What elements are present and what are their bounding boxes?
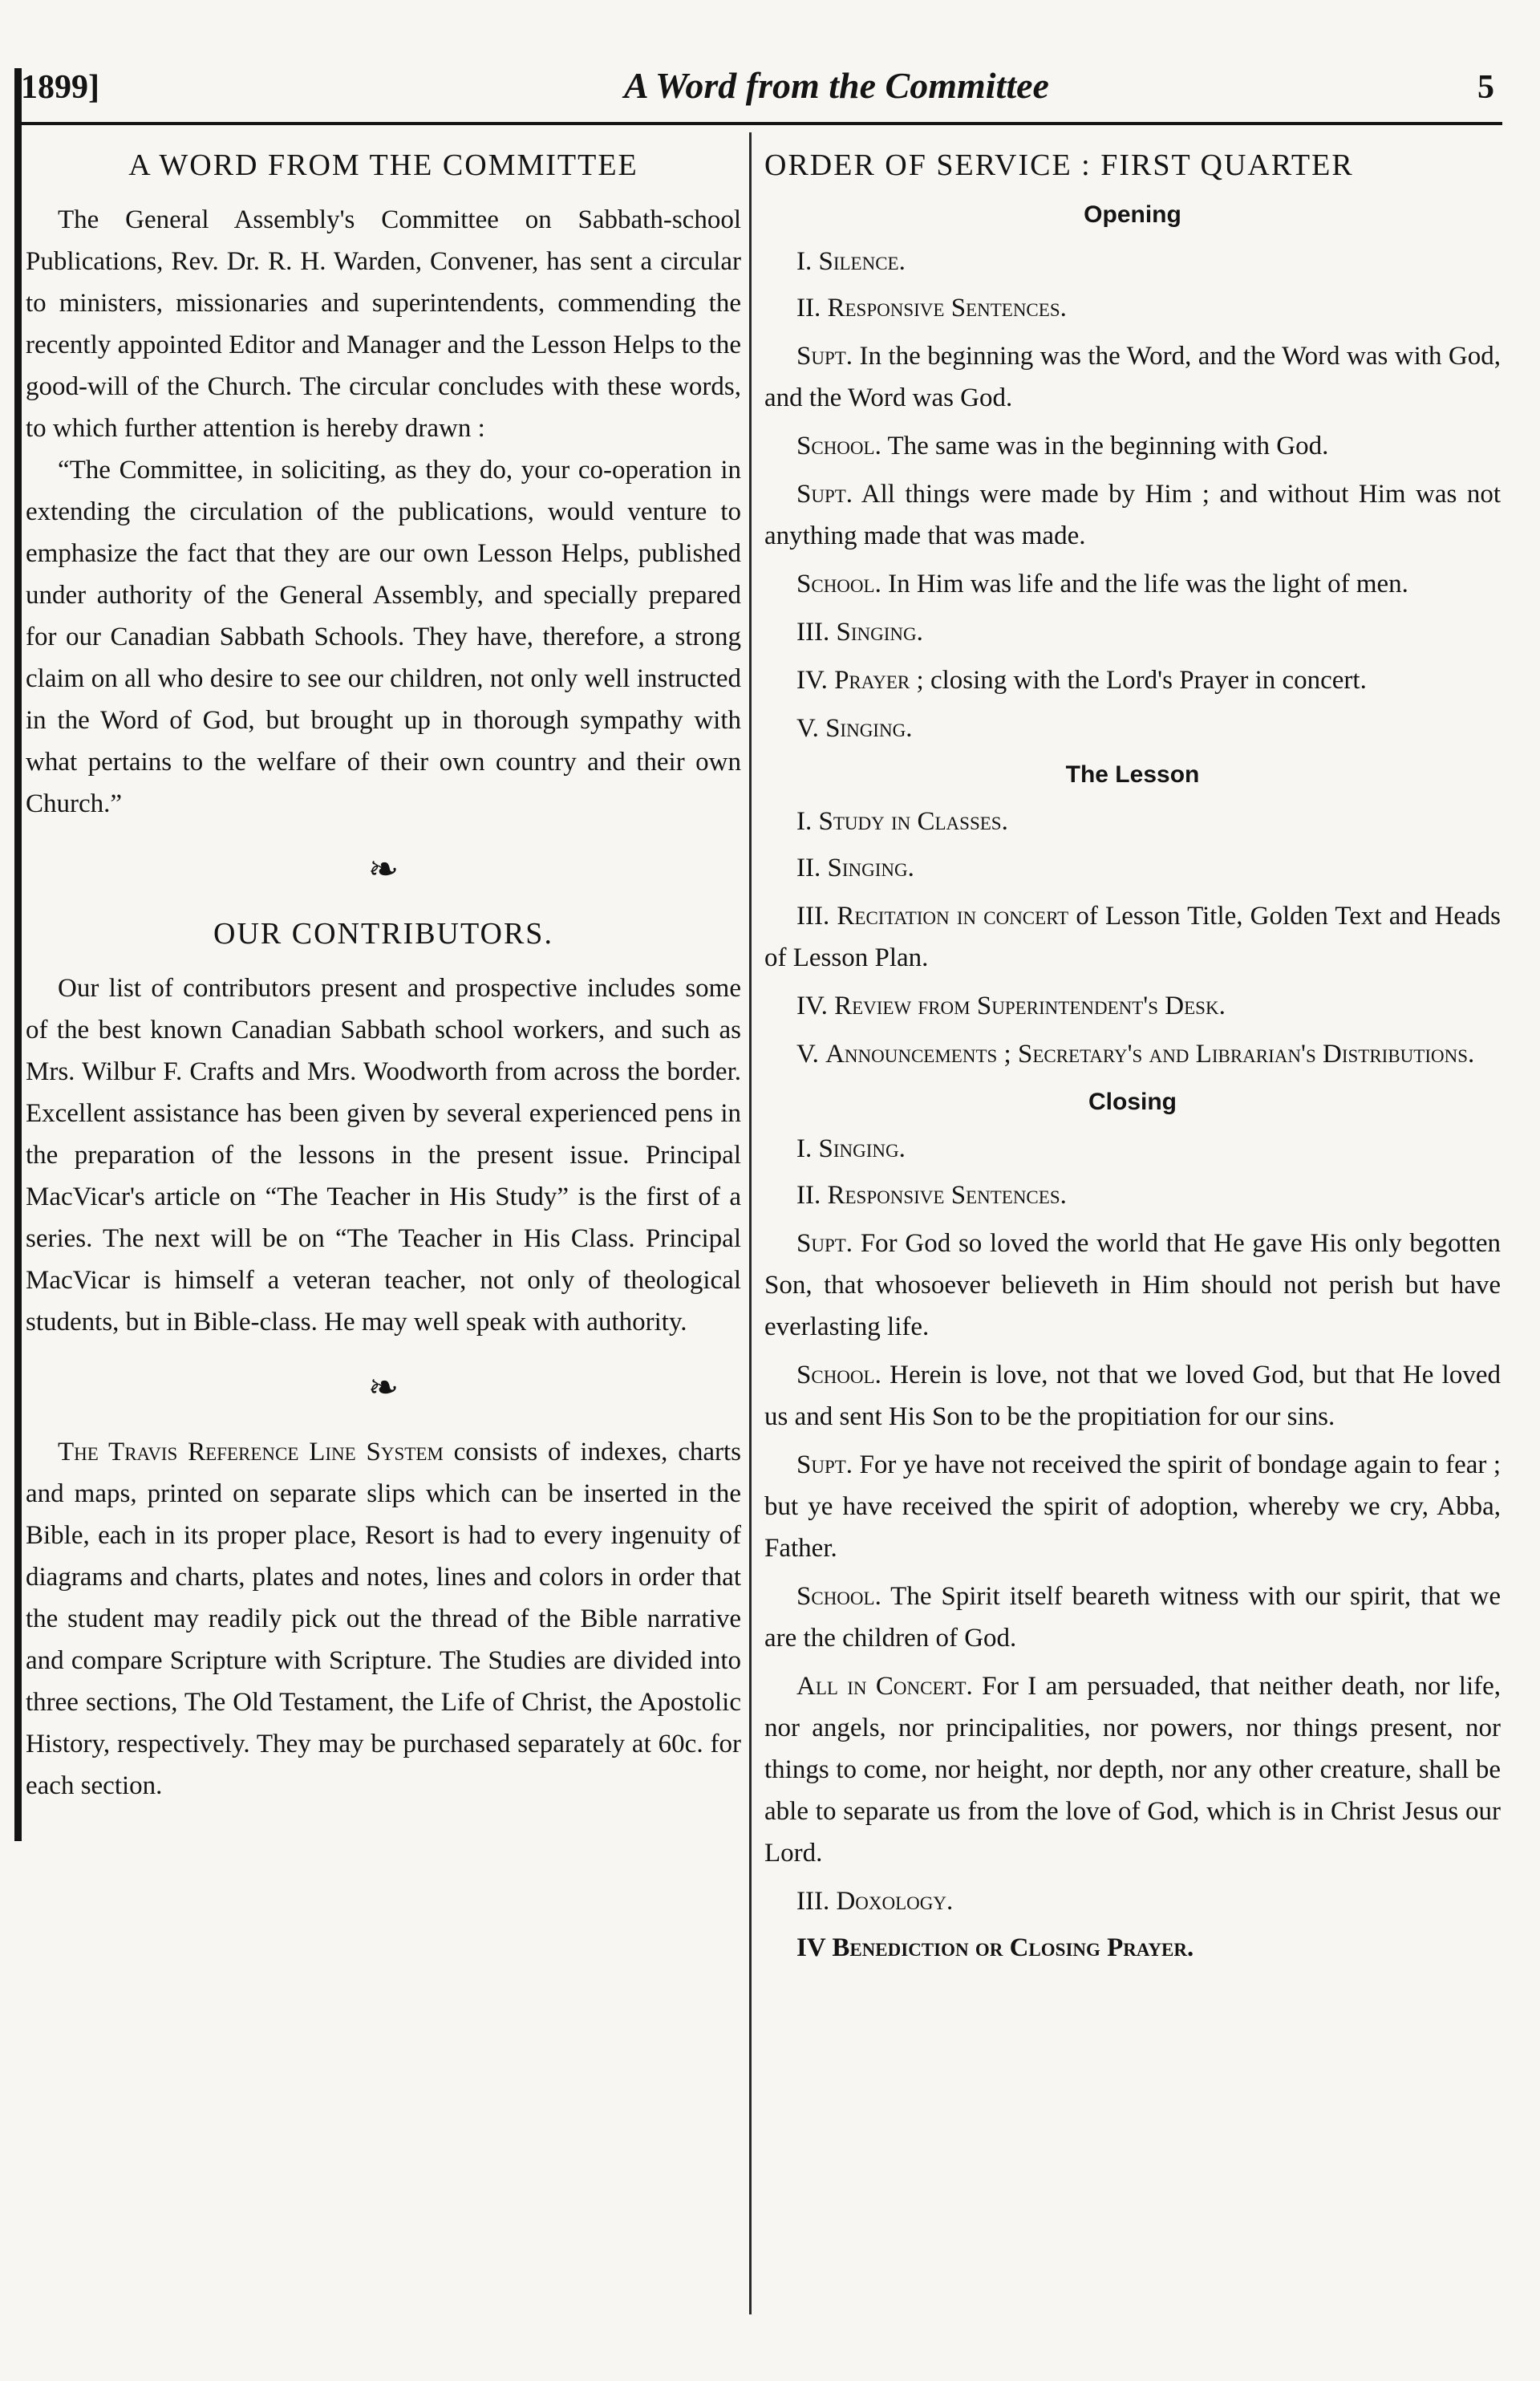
contributors-paragraph: Our list of contributors present and prospective includes some of the best known Canadian Sabbath school workers, and such as Mrs. Wilbur F. Crafts and Mrs. Woodworth from across the border. Excellent assistance has been given by several experienced pens in the preparation of the lessons in the present issue. Principal MacVicar's article on “The Teacher in His Study” is the first of a series. The next will be on “The Teacher in His Class. Principal MacVicar is himself a veteran teacher, not only of theological students, but in Bible-class. He may well speak with authority. — [26, 974, 741, 1337]
closing-heading: Closing — [1088, 1089, 1177, 1115]
opening-heading: Opening — [1084, 201, 1181, 228]
travis-text: consists of indexes, charts and maps, printed on separate slips which can be inserted in the Bible, each in its proper place, Resort is had to every ingenuity of diagrams and charts, plates and notes, lines and colors in order that the student may readily pick out the thread of the Bible narrative and compare Scripture with Scripture. The Studies are divided into three sections, The Old Testament, the Life of Christ, the Apostolic History, respectively. They may be purchased separately at 60c. for each section. — [26, 1438, 741, 1800]
lesson-item-3: III. Recitation in concert of Lesson Title, Golden Text and Heads of Lesson Plan. — [764, 902, 1502, 972]
lesson-item-2: II. Singing. — [796, 854, 914, 882]
left-margin-rule — [14, 68, 22, 1841]
closing-item-3: III. Doxology. — [796, 1887, 954, 1916]
running-title: A Word from the Committee — [624, 65, 1049, 106]
committee-paragraph: The General Assembly's Committee on Sabbath-school Publications, Rev. Dr. R. H. Warden, Convener, has sent a circular to ministers, missionaries and superintendents, commending the recently appointed Editor and Manager and the Lesson Helps to the good-will of the Church. The circular concludes with these words, to which further attention is hereby drawn : — [26, 205, 741, 443]
lesson-item-5: V. Announcements ; Secretary's and Librarian's Distributions. — [796, 1040, 1475, 1069]
opening-item-2: II. Responsive Sentences. — [796, 294, 1067, 322]
header-rule — [14, 122, 1502, 125]
closing-sentence-5: All in Concert. For I am persuaded, that neither death, nor life, nor angels, nor principalities, nor powers, nor things present, nor things to come, nor height, nor depth, nor any other creature, shall be able to separate us from the love of God, which is in Christ Jesus our Lord. — [764, 1672, 1502, 1868]
closing-item-1: I. Singing. — [796, 1134, 906, 1163]
lesson-item-4: IV. Review from Superintendent's Desk. — [796, 992, 1226, 1020]
order-of-service-title: ORDER OF SERVICE : FIRST QUARTER — [764, 148, 1354, 182]
opening-sentence-3: Supt. All things were made by Him ; and without Him was not anything made that was made. — [764, 480, 1501, 550]
lesson-item-1: I. Study in Classes. — [796, 807, 1008, 836]
fleuron-ornament: ❧ — [367, 849, 399, 890]
committee-quote: “The Committee, in soliciting, as they do, your co-operation in extending the circulation of the publications, would venture to emphasize the fact that they are our own Lesson Helps, published under authority of the General Assembly, and specially prepared for our Canadian Sabbath Schools. They have, therefore, a strong claim on all who desire to see our children, not only well instructed in the Word of God, but brought up in thorough sympathy with what pertains to the welfare of their own country and their own Church.” — [26, 456, 741, 818]
column-divider — [749, 132, 752, 2314]
closing-sentence-2: School. Herein is love, not that we loved God, but that He loved us and sent His Son to be the propitiation for our sins. — [764, 1361, 1501, 1431]
opening-item-1: I. Silence. — [796, 247, 906, 276]
closing-sentence-1: Supt. For God so loved the world that He gave His only begotten Son, that whosoever believeth in Him should not perish but have everlasting life. — [764, 1229, 1501, 1341]
header-year: 1899] — [21, 69, 99, 106]
opening-item-4: IV. Prayer ; closing with the Lord's Prayer in concert. — [796, 666, 1367, 695]
committee-title: A WORD FROM THE COMMITTEE — [128, 148, 638, 182]
opening-item-3: III. Singing. — [796, 618, 923, 647]
opening-sentence-2: School. The same was in the beginning with God. — [796, 432, 1329, 460]
closing-item-4: IV Benediction or Closing Prayer. — [796, 1933, 1194, 1962]
closing-sentence-3: Supt. For ye have not received the spirit of bondage again to fear ; but ye have received the spirit of adoption, whereby we cry, Abba, Father. — [764, 1450, 1501, 1563]
left-column — [26, 144, 741, 1807]
opening-item-5: V. Singing. — [796, 714, 913, 743]
closing-sentence-4: School. The Spirit itself beareth witness with our spirit, that we are the children of God. — [764, 1582, 1501, 1653]
page-number: 5 — [1477, 69, 1494, 106]
magazine-page — [14, 0, 1522, 2381]
closing-item-2: II. Responsive Sentences. — [796, 1181, 1067, 1210]
lesson-heading: The Lesson — [1065, 761, 1200, 788]
contributors-title: OUR CONTRIBUTORS. — [213, 917, 553, 951]
travis-lead-in: The Travis Reference Line System — [58, 1438, 444, 1466]
opening-sentence-1: Supt. In the beginning was the Word, and the Word was with God, and the Word was God. — [764, 342, 1501, 412]
opening-sentence-4: School. In Him was life and the life was the light of men. — [796, 570, 1408, 598]
fleuron-ornament: ❧ — [367, 1367, 399, 1408]
travis-paragraph — [26, 1431, 741, 1807]
right-column — [764, 144, 1501, 1973]
page-header — [14, 64, 1502, 120]
